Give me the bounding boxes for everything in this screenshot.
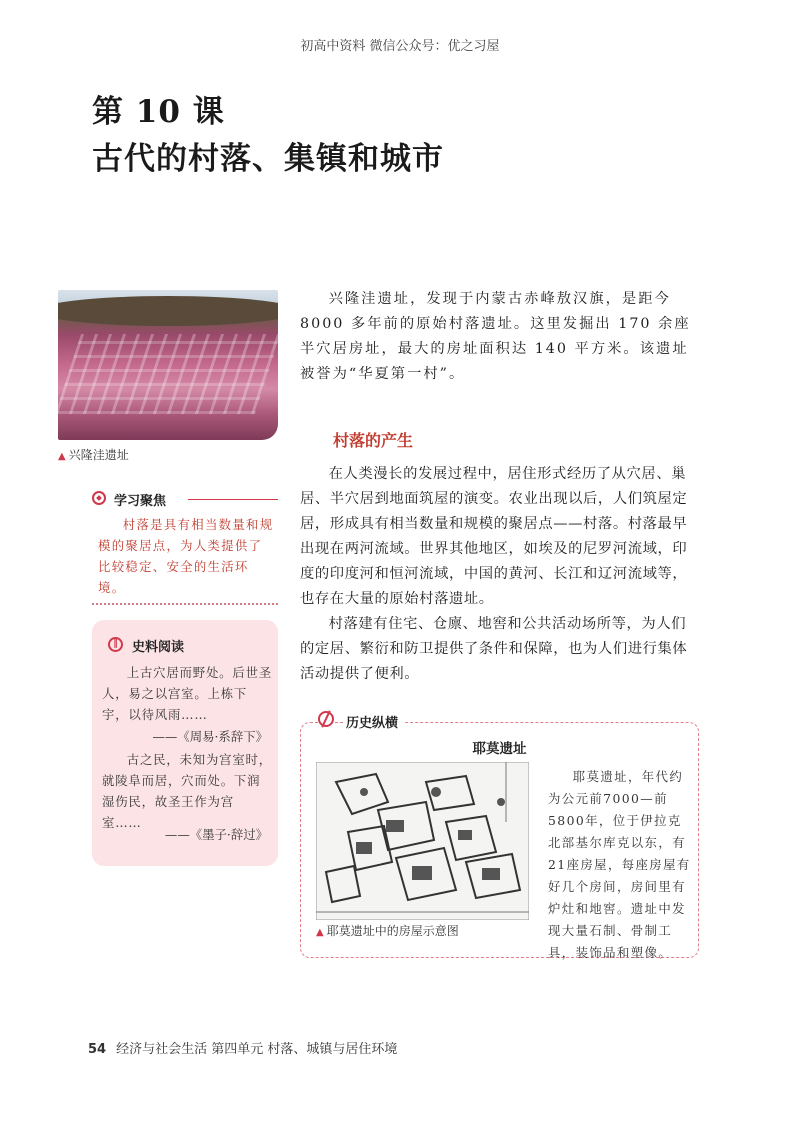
focus-divider [188,499,278,500]
body-paragraph-2: 村落建有住宅、仓廪、地窖和公共活动场所等，为人们的定居、繁衍和防卫提供了条件和保障，也为人们进行集体活动提供了便利。 [300,616,688,682]
intro-paragraph: 兴隆洼遗址，发现于内蒙古赤峰敖汉旗，是距今8000 多年前的原始村落遗址。这里发掘出 170 余座半穴居房址，最大的房址面积达 140 平方米。该遗址被誉为“华夏第一村”。 [300,291,691,382]
photo-site-grid [58,334,278,414]
jarmo-text: 耶莫遗址，年代约为公元前7000—前5800年，位于伊拉克北部基尔库克以东，有21座房屋，每座房屋有好几个房间，房间里有炉灶和地窖。遗址中发现大量石制、骨制工具，装饰品和塑像。 [548,769,691,960]
lesson-title: 古代的村落、集镇和城市 [92,141,444,177]
source-quote-1: 上古穴居而野处。后世圣人，易之以宫室。上栋下宇，以待风雨…… [102,665,272,722]
focus-text: 村落是具有相当数量和规模的聚居点，为人类提供了比较稳定、安全的生活环境。 [98,517,274,595]
header-note: 初高中资料 微信公众号：优之习屋 [300,39,500,54]
photo-caption: ▲ 兴隆洼遗址 [58,448,129,462]
caption-triangle-icon: ▲ [316,927,324,938]
section-heading: 村落的产生 [333,431,414,450]
history-compass-icon [318,711,334,727]
book-icon: ‖ [108,637,123,652]
caption-triangle-icon: ▲ [58,451,66,462]
source-cite-1: ——《周易·系辞下》 [152,729,268,744]
page-number: 54 [88,1042,107,1057]
source-quote-2: 古之民，未知为宫室时，就陵阜而居，穴而处。下润湿伤民，故圣王作为宫室…… [102,752,272,830]
lesson-number: 第 10 课 [92,94,225,130]
focus-header [92,490,278,510]
source-title: 史料阅读 [132,640,185,655]
source-reading-box [92,620,278,866]
jarmo-house-diagram [316,762,529,920]
jarmo-title: 耶莫遗址 [472,741,527,757]
history-title: 历史纵横 [344,712,404,731]
diagram-caption: ▲ 耶莫遗址中的房屋示意图 [316,924,459,938]
page-footer [88,1038,397,1057]
focus-diamond-icon [92,491,106,505]
focus-dotted-divider [92,603,278,605]
source-cite-2: ——《墨子·辞过》 [164,827,268,842]
body-paragraph-1: 在人类漫长的发展过程中，居住形式经历了从穴居、巢居、半穴居到地面筑屋的演变。农业出现以后，人们筑屋定居，形成具有相当数量和规模的聚居点——村落。村落最早出现在两河流域。世界其他地区，如埃及的尼罗河流域，印度的印度河和恒河流域，中国的黄河、长江和辽河流域等，也存在大量的原始村落遗址。 [300,466,688,607]
xinglongwa-photo [58,290,278,440]
footer-text: 经济与社会生活 第四单元 村落、城镇与居住环境 [116,1042,398,1057]
photo-hill [58,296,278,326]
focus-title: 学习聚焦 [114,494,167,509]
